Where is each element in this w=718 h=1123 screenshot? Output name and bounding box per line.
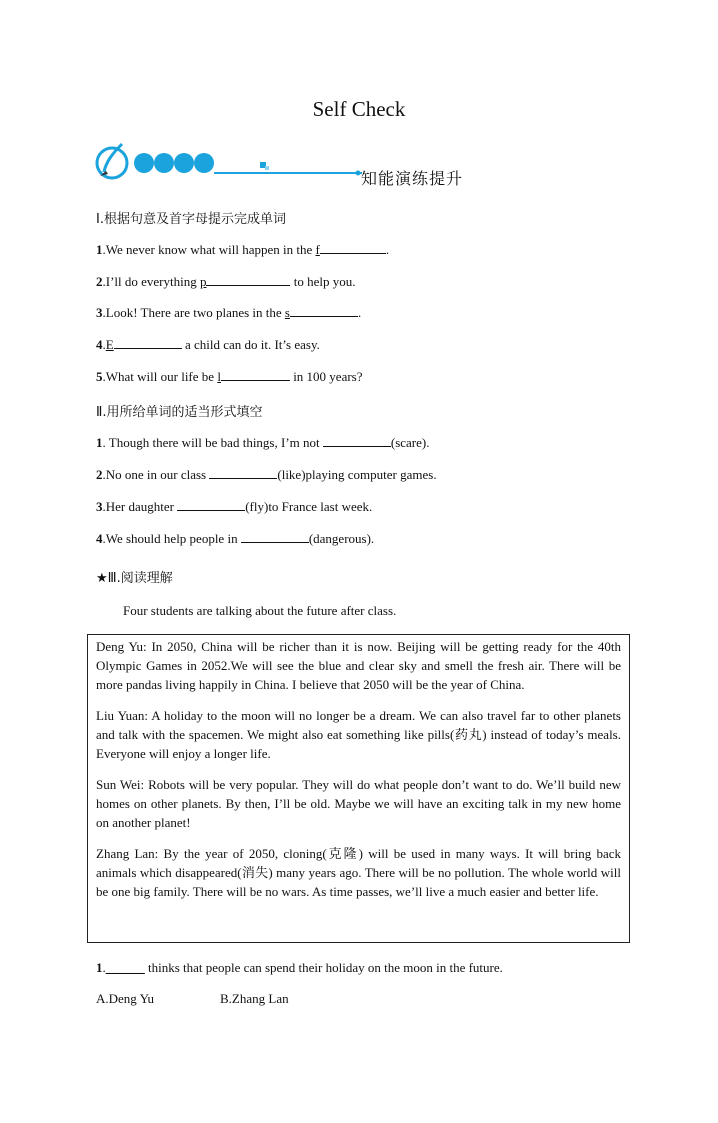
section2-heading: Ⅱ.用所给单词的适当形式填空	[96, 405, 263, 420]
banner-square	[265, 166, 269, 170]
reading-passage-box	[87, 634, 630, 943]
answer-blank[interactable]	[241, 530, 309, 543]
exercise2-item: 1. Though there will be bad things, I’m not (scare).	[96, 435, 430, 450]
section3-heading: ★Ⅲ.阅读理解	[96, 571, 173, 586]
banner-line	[214, 172, 362, 174]
exercise2-item: 4.We should help people in (dangerous).	[96, 531, 375, 546]
exercise1-item: 4.E a child can do it. It’s easy.	[96, 337, 320, 352]
answer-blank[interactable]	[323, 434, 391, 447]
page-title: Self Check	[312, 97, 406, 121]
answer-blank[interactable]	[221, 368, 290, 381]
section1-heading: Ⅰ.根据句意及首字母提示完成单词	[96, 212, 286, 227]
banner-dot	[194, 153, 214, 173]
banner-dot-small	[356, 171, 361, 176]
pen-icon	[97, 144, 127, 178]
banner-dot	[154, 153, 174, 173]
exercise1-item: 1.We never know what will happen in the f .	[96, 242, 390, 257]
exercise1-item: 5.What will our life be l in 100 years?	[96, 369, 363, 384]
reading-intro: Four students are talking about the future after class.	[123, 603, 397, 618]
banner-dot	[134, 153, 154, 173]
passage-paragraph: Sun Wei: Robots will be very popular. They will do what people don’t want to do. We’ll build new homes on other planets. By then, I’ll be old. Maybe we will have an exciting talk in my new home on another planet!	[96, 777, 621, 830]
passage-paragraph: Liu Yuan: A holiday to the moon will no longer be a dream. We can also travel far to other planets and talk with the spacemen. We might also eat something like pills(药丸) instead of today’s meals. Everyone will enjoy a longer life.	[96, 708, 621, 761]
passage-paragraph: Zhang Lan: By the year of 2050, cloning(克隆) will be used in many ways. It will bring back animals which disappeared(消失) many years ago. There will be no pollution. The whole world will be one big family. There will be no wars. As time passes, we’ll live a much easier and better life.	[96, 846, 621, 899]
answer-blank[interactable]: ______	[105, 960, 145, 975]
answer-blank[interactable]	[290, 304, 358, 317]
answer-blank[interactable]	[209, 466, 277, 479]
exercise1-item: 3.Look! There are two planes in the s .	[96, 305, 362, 320]
answer-blank[interactable]	[177, 498, 245, 511]
reading-question: 1.______ thinks that people can spend their holiday on the moon in the future.	[96, 960, 503, 975]
answer-options	[96, 991, 289, 1007]
option-b[interactable]: B.Zhang Lan	[220, 991, 289, 1006]
passage-paragraph: Deng Yu: In 2050, China will be richer than it is now. Beijing will be getting ready for the 40th Olympic Games in 2052.We will see the blue and clear sky and smell the fresh air. There will be more pandas living happily in China. I believe that 2050 will be the year of China.	[96, 639, 621, 692]
option-a[interactable]: A.Deng Yu	[96, 991, 155, 1006]
exercise1-item: 2.I’ll do everything p to help you.	[96, 274, 356, 289]
answer-blank[interactable]	[114, 336, 182, 349]
answer-blank[interactable]	[206, 273, 290, 286]
banner-dot	[174, 153, 194, 173]
banner-label: 知能演练提升	[361, 169, 464, 188]
exercise2-item: 2.No one in our class (like)playing computer games.	[96, 467, 437, 482]
exercise2-item: 3.Her daughter (fly)to France last week.	[96, 499, 373, 514]
answer-blank[interactable]	[320, 241, 386, 254]
